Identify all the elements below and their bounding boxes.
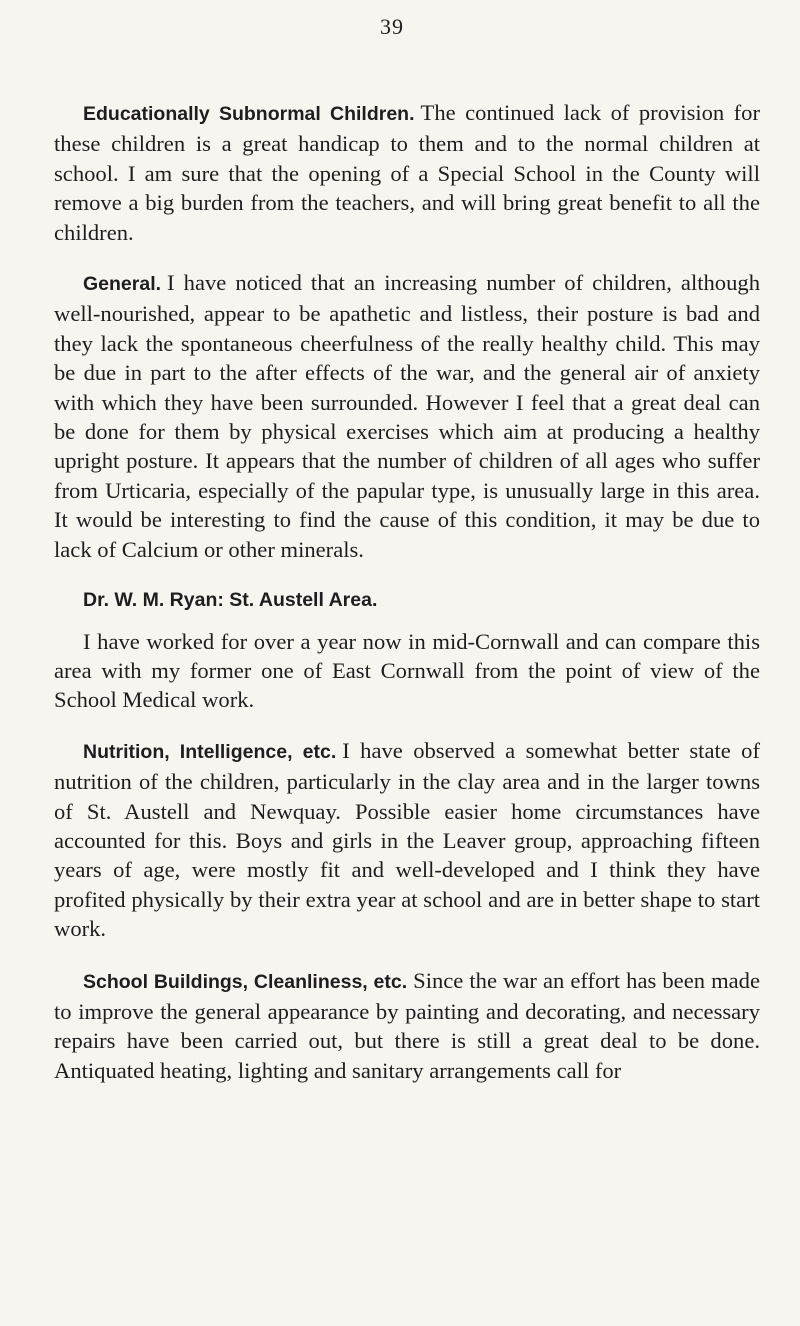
page-number: 39 xyxy=(380,14,404,39)
paragraph-educationally-subnormal xyxy=(54,98,760,247)
section-title: Dr. W. M. Ryan: St. Austell Area. xyxy=(83,589,378,612)
paragraph-heading: Nutrition, Intelligence, etc. xyxy=(83,740,337,763)
paragraph-general xyxy=(54,268,760,564)
paragraph-text: The continued lack of provision for these children is a great handicap to them and to the normal children at school. I am sure that the opening of a Special School in the County will remove a big burden from the teachers, and will bring great benefit to all the children. xyxy=(54,100,760,245)
paragraph-text: I have worked for over a year now in mid-Cornwall and can compare this area with my former one of East Cornwall from the point of view of the School Medical work. xyxy=(54,628,760,713)
paragraph-nutrition xyxy=(54,736,760,944)
paragraph-school-buildings xyxy=(54,966,760,1086)
paragraph-heading: Educationally Subnormal Children. xyxy=(83,103,415,125)
paragraph-ryan-intro xyxy=(54,627,760,715)
document-body xyxy=(54,98,760,1085)
paragraph-text: I have noticed that an increasing number of children, although well-nourished, appear to be apathetic and listless, their posture is bad and they lack the spontaneous cheerfulness of the really healthy child. This may be due in part to the after effects of the war, and the general air of anxiety with which they have been surrounded. However I feel that a great deal can be done for them by physical exercises which aim at producing a healthy upright posture. It appears that the number of children of all ages who suffer from Urticaria, especially of the papular type, is unusually large in this area. It would be interesting to find the cause of this condition, it may be due to lack of Calcium or other minerals. xyxy=(54,270,760,562)
paragraph-heading: General. xyxy=(83,273,162,296)
paragraph-text: Since the war an effort has been made to improve the general appearance by painting and decorating, and necessary repairs have been carried out, but there is still a great deal to be done. Antiquated heating, lighting and sanitary arrangements call for xyxy=(54,967,760,1083)
paragraph-heading: School Buildings, Cleanliness, etc. xyxy=(83,970,408,993)
paragraph-text: I have observed a somewhat better state of nutrition of the children, particularly in the clay area and in the larger towns of St. Austell and Newquay. Possible easier home circumstances have accounted for this. Boys and girls in the Leaver group, approaching fifteen years of age, were mostly fit and well-developed and I think they have profited physically by their extra year at school and are in better shape to start work. xyxy=(54,737,760,942)
